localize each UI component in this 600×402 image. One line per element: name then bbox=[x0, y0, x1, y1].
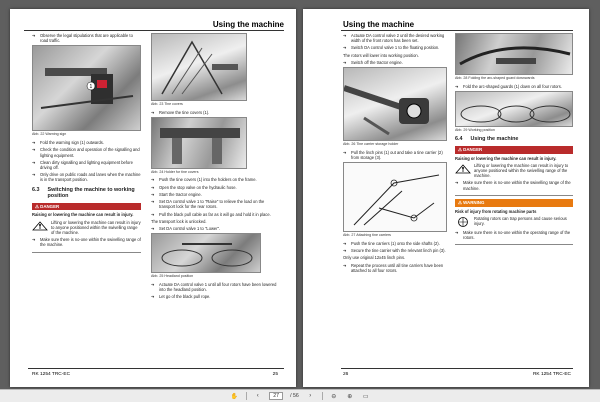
tine-cover-drawing-icon bbox=[152, 34, 247, 101]
attaching-carriers-diagram bbox=[343, 162, 447, 232]
note-text: Only use original 12x45 linch pins. bbox=[343, 255, 406, 261]
footer-model: RK 1254 TRC-EC bbox=[532, 372, 571, 377]
section-heading bbox=[455, 136, 573, 142]
bullet-item: ➔ Secure the tine carrier with the relevant linch pin (3). bbox=[343, 248, 447, 253]
right-page bbox=[303, 9, 589, 387]
bullet-item: ➔ Push the tine covers (1) into the holders on the frame. bbox=[151, 177, 279, 182]
bullet-item: ➔ Remove the tine covers (1). bbox=[151, 110, 279, 115]
section-heading bbox=[32, 187, 141, 200]
section-number: 6.3 bbox=[32, 186, 40, 193]
figure-caption: Abb. 24 Holder for tine covers bbox=[151, 169, 199, 174]
viewer-toolbar bbox=[0, 389, 600, 402]
figure-caption: Abb. 25 Headland position bbox=[151, 274, 194, 279]
bullet-item: ➔ Open the stop valve on the hydraulic hose. bbox=[151, 185, 279, 190]
zoom-in-icon[interactable]: ⊕ bbox=[347, 393, 353, 400]
fit-page-icon[interactable]: ▭ bbox=[362, 393, 369, 400]
previous-page-button[interactable]: ‹ bbox=[256, 393, 259, 399]
figure-caption: Abb. 23 Tine covers bbox=[151, 102, 183, 106]
danger-title: Raising or lowering the machine can result in injury. bbox=[455, 155, 557, 161]
zoom-out-icon[interactable]: ⊖ bbox=[331, 393, 337, 400]
footer-rule bbox=[341, 368, 573, 369]
warning-title: Risk of injury from rotating machine parts bbox=[455, 208, 537, 214]
bullet-item: ➔ Fold the warning sign (1) outwards. bbox=[32, 140, 141, 145]
footer-rule bbox=[28, 368, 284, 369]
header-rule bbox=[24, 30, 284, 31]
bullet-item: ➔ Actuate DA control valve 2 until the desired working width of the front rotors has been set. bbox=[343, 33, 447, 43]
bullet-item: ➔ Set DA control valve 1 to "Lower". bbox=[151, 226, 279, 231]
page-header: Using the machine bbox=[343, 20, 415, 29]
section-title: Switching the machine to working position bbox=[47, 186, 135, 200]
bullet-item: ➔ Clean dirty signalling and lighting equipment before driving off. bbox=[32, 160, 141, 170]
headland-photo bbox=[151, 233, 261, 273]
bullet-item: ➔ Let go of the black pull rope. bbox=[151, 294, 279, 299]
bullet-item: ➔ Pull the black pull cable as far as it will go and hold it in place. bbox=[151, 212, 279, 217]
crush-hazard-icon bbox=[32, 220, 48, 232]
danger-label: ⚠ DANGER bbox=[32, 203, 141, 211]
danger-text: Lifting or lowering the machine can result in injury to anyone positioned within the swivelling range of the machine. bbox=[474, 162, 569, 179]
tine-carrier-drawing-icon bbox=[344, 68, 447, 141]
toolbar-divider bbox=[246, 392, 247, 400]
bullet-item: ➔ Repeat the process until all tine carriers have been attached to all four rotors. bbox=[343, 263, 447, 273]
right-column-1 bbox=[343, 33, 447, 275]
left-column-2 bbox=[151, 33, 279, 302]
footer-model: RK 1254 TRC-EC bbox=[32, 372, 71, 377]
bullet-item: ➔ Actuate DA control valve 1 until all four rotors have been lowered into the headland position. bbox=[151, 282, 279, 292]
left-column-1 bbox=[32, 33, 141, 256]
holder-photo bbox=[151, 117, 247, 169]
figure-caption: Abb. 29 Working position bbox=[455, 127, 495, 132]
page-number-input[interactable] bbox=[269, 392, 283, 400]
bullet-item: ➔ Start the tractor engine. bbox=[151, 192, 279, 197]
machine-drawing-icon bbox=[33, 46, 141, 131]
attach-drawing-icon bbox=[344, 163, 447, 232]
holder-drawing-icon bbox=[152, 118, 247, 169]
danger-box bbox=[455, 154, 573, 196]
tine-covers-photo bbox=[151, 33, 247, 101]
svg-text:1: 1 bbox=[89, 84, 93, 91]
note-text: The rotors will lower into working position. bbox=[343, 52, 419, 58]
bullet-item: ➔ Make sure there is no-one within the swivelling range of the machine. bbox=[455, 180, 573, 190]
bullet-item: ➔ Fold the arc-shaped guards (1) down on all four rotors. bbox=[455, 84, 573, 89]
warning-box bbox=[455, 207, 573, 246]
bullet-item: ➔ Set DA control valve 1 to "Raise" to relieve the load on the transport lock for the rear rotors. bbox=[151, 199, 279, 209]
bullet-item: ➔ Switch off the tractor engine. bbox=[343, 60, 447, 65]
rotors-drawing-icon bbox=[152, 234, 261, 273]
working-rotors-drawing-icon bbox=[456, 92, 573, 127]
bullet-item: ➔ Pull the linch pins (1) out and take a tine carrier (2) from storage (3). bbox=[343, 150, 447, 160]
danger-label: ⚠ DANGER bbox=[455, 146, 573, 154]
warning-label: ⚠ WARNING bbox=[455, 199, 573, 207]
danger-title: Raising or lowering the machine can result in injury. bbox=[32, 212, 134, 218]
arc-guard-drawing-icon bbox=[456, 34, 573, 75]
figure-caption: Abb. 22 Warning sign bbox=[32, 132, 67, 137]
figure-caption: Abb. 28 Folding the arc-shaped guard downwards bbox=[455, 76, 535, 80]
warning-label-text: WARNING bbox=[463, 199, 485, 205]
bullet-item: ➔ Switch DA control valve 1 to the floating position. bbox=[343, 45, 447, 50]
left-page bbox=[10, 9, 296, 387]
bullet-item: ➔ Check the condition and operation of the signalling and lighting equipment. bbox=[32, 147, 141, 157]
danger-box bbox=[32, 210, 141, 252]
page-number-value: 27 bbox=[273, 393, 280, 399]
note-text: The transport lock is unlocked. bbox=[151, 218, 207, 224]
rotor-hazard-icon bbox=[455, 216, 471, 228]
danger-label-text: DANGER bbox=[40, 203, 60, 209]
bullet-item: ➔ Observe the legal stipulations that are applicable to road traffic. bbox=[32, 33, 141, 43]
bullet-item: ➔ Make sure there is no-one within the swivelling range of the machine. bbox=[32, 237, 141, 247]
page-number: 25 bbox=[272, 372, 278, 377]
warning-sign-photo bbox=[32, 45, 141, 131]
header-rule bbox=[341, 30, 573, 31]
toolbar-divider bbox=[322, 392, 323, 400]
next-page-button[interactable]: › bbox=[309, 393, 312, 399]
right-column-2 bbox=[455, 33, 573, 248]
bullet-item: ➔ Only drive on public roads and lanes when the machine is in the transport position. bbox=[32, 172, 141, 182]
page-total: / 56 bbox=[290, 393, 299, 399]
bullet-item: ➔ Make sure there is no-one within the operating range of the rotors. bbox=[455, 230, 573, 240]
section-number: 6.4 bbox=[455, 136, 463, 143]
hand-tool-icon[interactable]: ✋ bbox=[230, 393, 239, 400]
section-title: Using the machine bbox=[470, 136, 519, 143]
danger-label-text: DANGER bbox=[463, 146, 483, 152]
arc-guard-photo bbox=[455, 33, 573, 75]
warning-text: Rotating rotors can trap persons and cause serious injury. bbox=[474, 215, 567, 227]
bullet-item: ➔ Push the tine carriers (1) onto the side shafts (2). bbox=[343, 241, 447, 246]
figure-caption: Abb. 26 Tine carrier storage holder bbox=[343, 142, 399, 147]
tine-carrier-holder-photo bbox=[343, 67, 447, 141]
crush-hazard-icon bbox=[455, 163, 471, 175]
page-header: Using the machine bbox=[212, 20, 284, 29]
figure-caption: Abb. 27 Attaching tine carriers bbox=[343, 233, 391, 238]
danger-text: Lifting or lowering the machine can result in injury to anyone positioned within the swivelling range of the machine. bbox=[51, 219, 141, 235]
page-number: 26 bbox=[343, 372, 349, 377]
working-position-photo bbox=[455, 91, 573, 127]
